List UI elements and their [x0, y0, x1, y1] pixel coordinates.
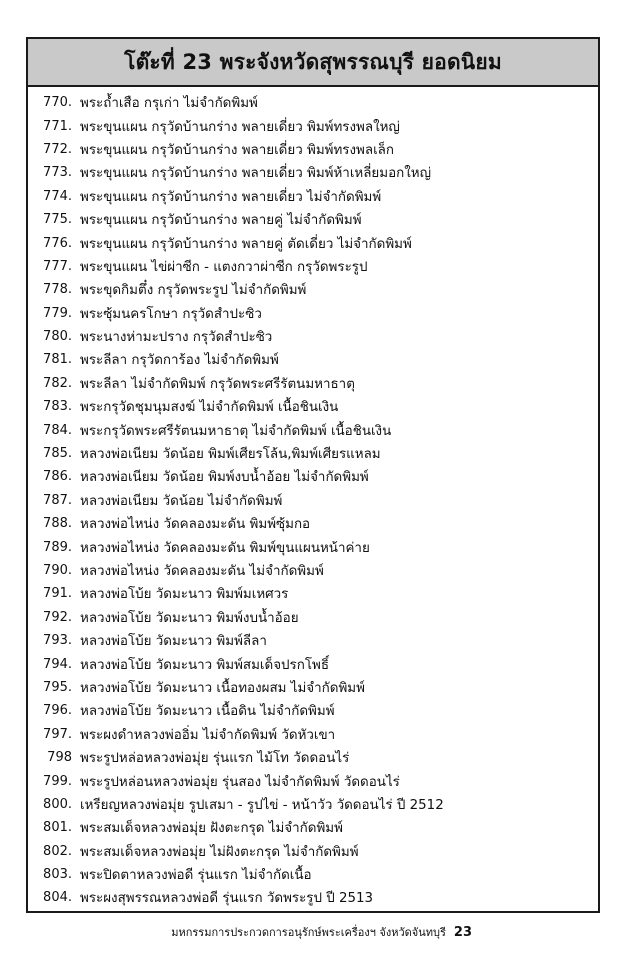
item-text: หลวงพ่อไหน่ง วัดคลองมะดัน พิมพ์ซุ้มกอ [80, 517, 311, 533]
item-number: 801. [43, 820, 72, 836]
item-text: พระถ้ำเสือ กรุเก่า ไม่จำกัดพิมพ์ [80, 96, 258, 112]
item-text: พระสมเด็จหลวงพ่อมุ่ย ฝังตะกรุด ไม่จำกัดพิมพ์ [80, 821, 343, 837]
list-item [28, 769, 598, 792]
list-item [28, 372, 598, 395]
page-footer [0, 922, 626, 942]
item-text: พระขุนแผน กรุวัดบ้านกร่าง พลายคู่ ตัดเดี่ยว ไม่จำกัดพิมพ์ [80, 236, 412, 252]
item-text: เหรียญหลวงพ่อมุ่ย รูปเสมา - รูปไข่ - หน้าวัว วัดดอนไร่ ปี 2512 [80, 797, 444, 813]
item-number: 774. [43, 188, 72, 204]
item-number: 803. [43, 867, 72, 883]
item-number: 778. [43, 282, 72, 298]
list-item [28, 840, 598, 863]
list-item [28, 418, 598, 441]
list-item [28, 325, 598, 348]
item-text: พระขุนแผน กรุวัดบ้านกร่าง พลายคู่ ไม่จำกัดพิมพ์ [80, 213, 362, 229]
item-text: พระขุดกิมตึ๋ง กรุวัดพระรูป ไม่จำกัดพิมพ์ [80, 283, 307, 299]
list-item [28, 278, 598, 301]
list-item [28, 582, 598, 605]
item-number: 787. [43, 492, 72, 508]
item-number: 788. [43, 516, 72, 532]
list-item [28, 442, 598, 465]
item-text: หลวงพ่อโบ้ย วัดมะนาว เนื้อทองผสม ไม่จำกัดพิมพ์ [80, 680, 365, 696]
list-item [28, 255, 598, 278]
item-number: 794. [43, 656, 72, 672]
item-number: 797. [43, 726, 72, 742]
item-number: 802. [43, 843, 72, 859]
item-number: 798 [47, 750, 72, 766]
item-text: หลวงพ่อโบ้ย วัดมะนาว พิมพ์งบน้ำอ้อย [80, 610, 299, 626]
list-item [28, 348, 598, 371]
list-item [28, 302, 598, 325]
list-item [28, 793, 598, 816]
item-number: 792. [43, 609, 72, 625]
list-item [28, 535, 598, 558]
item-text: พระกรุวัดพระศรีรัตนมหาธาตุ ไม่จำกัดพิมพ์ เนื้อชินเงิน [80, 423, 392, 439]
item-number: 779. [43, 305, 72, 321]
item-number: 773. [43, 165, 72, 181]
list-item [28, 886, 598, 909]
item-number: 770. [43, 95, 72, 111]
list-item [28, 512, 598, 535]
item-number: 791. [43, 586, 72, 602]
item-text: หลวงพ่อโบ้ย วัดมะนาว พิมพ์มเหศวร [80, 587, 289, 603]
item-text: พระขุนแผน กรุวัดบ้านกร่าง พลายเดี่ยว พิมพ์ทรงพลเล็ก [80, 142, 394, 158]
list-item [28, 816, 598, 839]
item-number: 777. [43, 258, 72, 274]
list-item [28, 395, 598, 418]
item-text: พระขุนแผน กรุวัดบ้านกร่าง พลายเดี่ยว พิมพ์ทรงพลใหญ่ [80, 119, 400, 135]
item-number: 776. [43, 235, 72, 251]
item-text: พระกรุวัดชุมนุมสงฆ์ ไม่จำกัดพิมพ์ เนื้อชินเงิน [80, 400, 339, 416]
item-number: 785. [43, 446, 72, 462]
item-number: 784. [43, 422, 72, 438]
item-text: หลวงพ่อโบ้ย วัดมะนาว พิมพ์ลีลา [80, 634, 267, 650]
list-item [28, 629, 598, 652]
item-text: พระปิดตาหลวงพ่อดี รุ่นแรก ไม่จำกัดเนื้อ [80, 868, 312, 884]
item-text: พระขุนแผน กรุวัดบ้านกร่าง พลายเดี่ยว ไม่จำกัดพิมพ์ [80, 189, 382, 205]
item-text: หลวงพ่อเนียม วัดน้อย ไม่จำกัดพิมพ์ [80, 493, 283, 509]
item-text: หลวงพ่อไหน่ง วัดคลองมะดัน ไม่จำกัดพิมพ์ [80, 564, 324, 579]
list-item [28, 489, 598, 512]
item-text: หลวงพ่อโบ้ย วัดมะนาว เนื้อดิน ไม่จำกัดพิมพ์ [80, 704, 335, 720]
item-text: พระขุนแผน กรุวัดบ้านกร่าง พลายเดี่ยว พิมพ์ห้าเหลี่ยมอกใหญ่ [80, 166, 432, 182]
item-number: 789. [43, 539, 72, 555]
list-item [28, 91, 598, 114]
item-list [28, 91, 598, 910]
item-number: 799. [43, 773, 72, 789]
item-text: พระลีลา กรุวัดการ้อง ไม่จำกัดพิมพ์ [80, 353, 279, 369]
item-text: พระซุ้มนครโกษา กรุวัดสำปะซิว [80, 306, 262, 322]
page-number: 23 [453, 924, 472, 940]
item-number: 771. [43, 118, 72, 134]
item-text: หลวงพ่อโบ้ย วัดมะนาว พิมพ์สมเด็จปรกโพธิ์ [80, 657, 330, 673]
page-frame [26, 37, 600, 913]
item-text: พระรูปหล่อนหลวงพ่อมุ่ย รุ่นสอง ไม่จำกัดพิมพ์ วัดดอนไร่ [80, 774, 400, 790]
item-text: หลวงพ่อไหน่ง วัดคลองมะดัน พิมพ์ขุนแผนหน้าค่าย [80, 540, 370, 556]
page-title: โต๊ะที่ 23 พระจังหวัดสุพรรณบุรี ยอดนิยม [124, 49, 502, 74]
list-item [28, 676, 598, 699]
item-number: 786. [43, 469, 72, 485]
footer-text: มหกรรมการประกวดการอนุรักษ์พระเครื่องฯ จังหวัดจันทบุรี [171, 926, 446, 939]
item-number: 782. [43, 375, 72, 391]
item-text: พระผงสุพรรณหลวงพ่อดี รุ่นแรก วัดพระรูป ปี 2513 [80, 891, 374, 907]
item-number: 795. [43, 679, 72, 695]
list-item [28, 185, 598, 208]
list-item [28, 652, 598, 675]
item-text: พระขุนแผน ไข่ผ่าซีก - แตงกวาผ่าซีก กรุวัดพระรูป [80, 259, 368, 275]
list-item [28, 208, 598, 231]
title-bar [28, 39, 598, 87]
list-item [28, 559, 598, 582]
list-item [28, 863, 598, 886]
item-number: 775. [43, 212, 72, 228]
item-number: 796. [43, 703, 72, 719]
list-item [28, 746, 598, 769]
list-item [28, 465, 598, 488]
item-number: 790. [43, 563, 72, 578]
item-text: พระสมเด็จหลวงพ่อมุ่ย ไม่ฝังตะกรุด ไม่จำกัดพิมพ์ [80, 844, 359, 860]
list-item [28, 723, 598, 746]
list-item [28, 606, 598, 629]
list-item [28, 231, 598, 254]
item-text: พระนางห่ามะปราง กรุวัดสำปะซิว [80, 330, 273, 346]
item-number: 783. [43, 399, 72, 415]
item-text: หลวงพ่อเนียม วัดน้อย พิมพ์เศียรโล้น,พิมพ์เศียรแหลม [80, 447, 381, 463]
item-number: 800. [43, 796, 72, 812]
list-item [28, 699, 598, 722]
item-number: 772. [43, 141, 72, 157]
item-number: 793. [43, 633, 72, 649]
list-item [28, 161, 598, 184]
list-item [28, 138, 598, 161]
item-number: 780. [43, 329, 72, 345]
item-text: พระผงดำหลวงพ่ออิ่ม ไม่จำกัดพิมพ์ วัดหัวเขา [80, 727, 336, 743]
item-text: หลวงพ่อเนียม วัดน้อย พิมพ์งบน้ำอ้อย ไม่จำกัดพิมพ์ [80, 470, 369, 486]
item-text: พระรูปหล่อหลวงพ่อมุ่ย รุ่นแรก ไม้โท วัดดอนไร่ [80, 751, 350, 767]
item-text: พระลีลา ไม่จำกัดพิมพ์ กรุวัดพระศรีรัตนมหาธาตุ [80, 376, 355, 392]
item-number: 781. [43, 352, 72, 368]
item-number: 804. [43, 890, 72, 906]
list-item [28, 114, 598, 137]
